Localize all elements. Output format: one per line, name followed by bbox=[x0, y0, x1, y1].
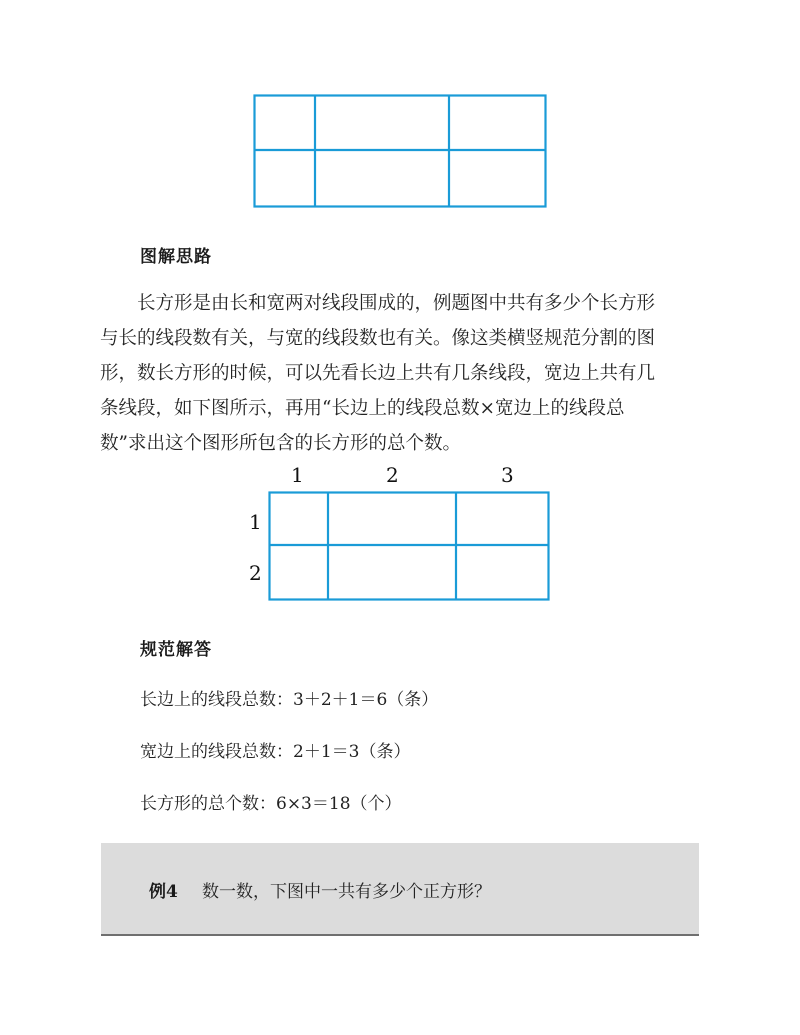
answer-line-2: 宽边上的线段总数：2＋1＝3（条） bbox=[140, 742, 411, 762]
section-heading-thinking: 图解思路 bbox=[140, 247, 212, 267]
grid-2-svg bbox=[268, 491, 550, 601]
top-label-1: 1 bbox=[291, 463, 304, 487]
grid-1-svg bbox=[253, 94, 547, 208]
thinking-line-2: 与长的线段数有关，与宽的线段数也有关。像这类横竖规范分割的图 bbox=[100, 328, 656, 349]
side-label-1: 1 bbox=[249, 510, 262, 534]
top-label-3: 3 bbox=[501, 463, 514, 487]
thinking-line-3: 形，数长方形的时候，可以先看长边上共有几条线段，宽边上共有几 bbox=[100, 363, 656, 384]
thinking-line-4: 条线段，如下图所示，再用“长边上的线段总数×宽边上的线段总 bbox=[100, 398, 625, 419]
top-label-2: 2 bbox=[386, 463, 399, 487]
thinking-paragraph bbox=[100, 286, 700, 461]
figure-rectangle-grid-1 bbox=[253, 94, 547, 208]
side-label-2: 2 bbox=[249, 561, 262, 585]
answer-line-3: 长方形的总个数：6×3＝18（个） bbox=[140, 794, 402, 814]
answer-line-1: 长边上的线段总数：3＋2＋1＝6（条） bbox=[140, 690, 439, 710]
thinking-line-5: 数”求出这个图形所包含的长方形的总个数。 bbox=[100, 433, 461, 454]
example-4-label: 例4 bbox=[149, 882, 178, 902]
thinking-line-1: 长方形是由长和宽两对线段围成的，例题图中共有多少个长方形 bbox=[137, 293, 656, 314]
section-heading-answer: 规范解答 bbox=[140, 640, 212, 660]
example-4-box bbox=[101, 843, 699, 936]
figure-rectangle-grid-2 bbox=[268, 491, 550, 601]
example-4-question: 数一数，下图中一共有多少个正方形？ bbox=[202, 882, 491, 902]
